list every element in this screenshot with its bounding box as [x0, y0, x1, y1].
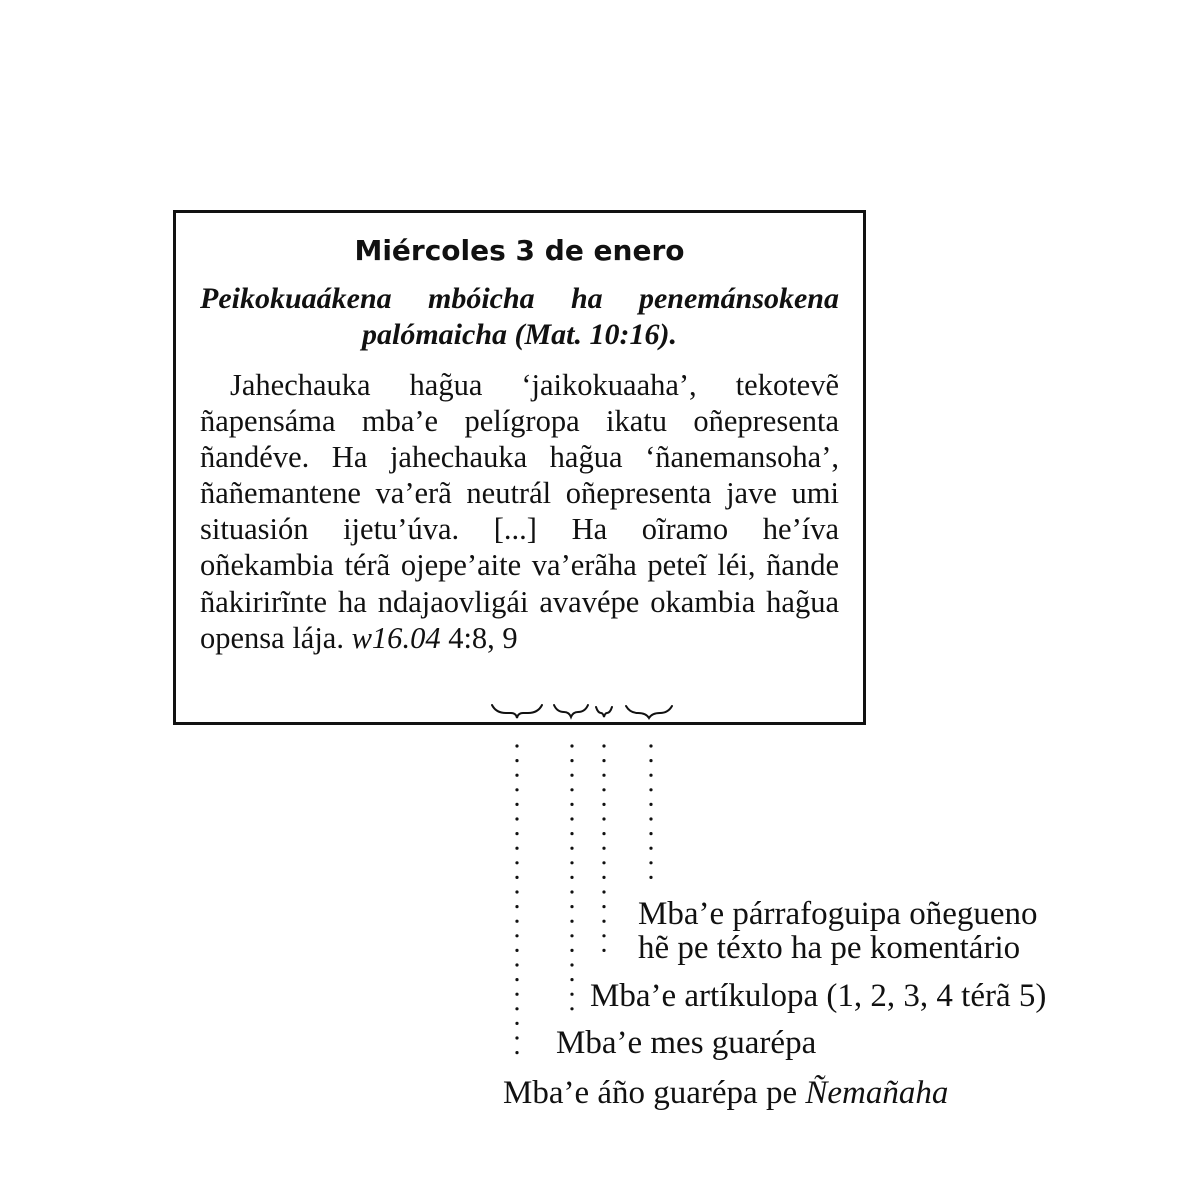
label-month: Mba’e mes guarépa: [556, 1025, 817, 1061]
label-paragraphs-line1: Mba’e párrafoguipa oñegueno: [638, 896, 1038, 932]
reference-separator: :: [463, 620, 472, 655]
label-paragraphs-line2: hẽ pe téxto ha pe komentário: [638, 930, 1021, 966]
brace-article: [596, 707, 612, 717]
label-article: Mba’e artíkulopa (1, 2, 3, 4 térã 5): [590, 978, 1047, 1014]
card-date: Miércoles 3 de enero: [354, 234, 685, 267]
reference-paragraphs: 8, 9: [471, 620, 518, 655]
label-year: [503, 1076, 948, 1110]
label-paragraphs: [638, 897, 1038, 965]
brace-month: [554, 705, 588, 717]
label-year-title: Ñemañaha: [805, 1075, 949, 1111]
card-body-text: Jahechauka hag̃ua ‘jaikokuaaha’, tekotevẽ ñapensáma mba’e pelígropa ikatu oñepresenta ñandéve. Ha jahechauka hag̃ua ‘ñanemansoha’, ñañemantene va’erã neutrál oñepresenta jave umi situasión ijetu’úva. [...] Ha oĩramo he’íva oñekambia térã ojepe’aite va’erãha peteĩ léi, ñande ñakirirĩnte ha ndajaovligái avavépe okambia hag̃ua opensa lája.: [200, 368, 839, 655]
label-year-prefix: Mba’e áño guarépa pe: [503, 1075, 806, 1111]
card-verse: Peikokuaákena mbóicha ha penemánsokena palómaicha (Mat. 10:16).: [200, 282, 839, 351]
reference-article: 4: [448, 620, 464, 655]
reference-year: w16: [351, 620, 403, 655]
brace-paragraphs: [626, 706, 672, 718]
brace-year: [492, 705, 542, 718]
reference-month: .04: [402, 620, 441, 655]
